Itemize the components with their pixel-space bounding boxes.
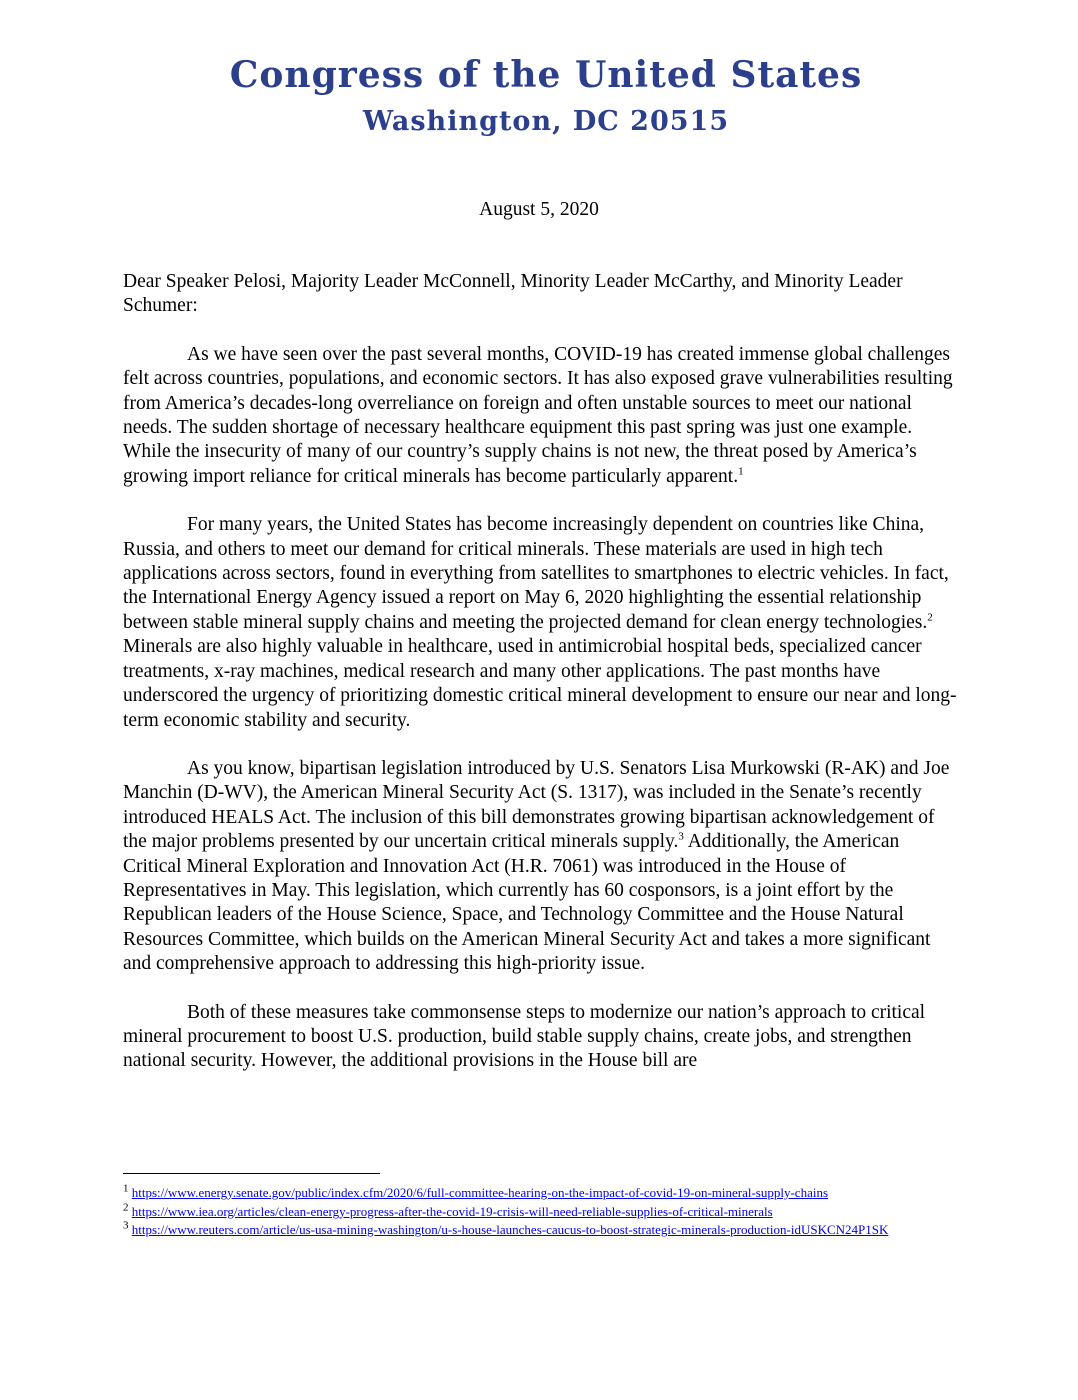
- paragraph-1-text: As we have seen over the past several months, COVID-19 has created immense global challenges felt across countries, populations, and economic sectors. It has also exposed grave vulnerabilities resulting from America’s decades-long overreliance on foreign and often unstable sources to meet our national needs. The sudden shortage of necessary healthcare equipment this past spring was just one example. While the insecurity of many of our country’s supply chains is not new, the threat posed by America’s growing import reliance for critical minerals has become particularly apparent.: [123, 343, 953, 487]
- footnote-ref-3: 3: [678, 830, 684, 843]
- footnote-mark-3: 3: [123, 1219, 129, 1232]
- letter-body: [123, 270, 961, 1098]
- footnote-ref-1: 1: [738, 465, 744, 478]
- footnote-mark-2: 2: [123, 1201, 129, 1214]
- paragraph-3: [123, 757, 961, 977]
- paragraph-2-text-b: Minerals are also highly valuable in healthcare, used in antimicrobial hospital beds, specialized cancer treatments, x-ray machines, medical research and many other applications. The past months have underscored the urgency of prioritizing domestic critical mineral development to ensure our near and long-term economic stability and security.: [123, 636, 957, 731]
- footnote-2: [123, 1203, 963, 1222]
- paragraph-3-text-a: As you know, bipartisan legislation introduced by U.S. Senators Lisa Murkowski (R-AK) and Joe Manchin (D-WV), the American Mineral Security Act (S. 1317), was included in the Senate’s recently introduced HEALS Act. The inclusion of this bill demonstrates growing bipartisan acknowledgement of the major problems presented by our uncertain critical minerals supply.: [123, 757, 950, 853]
- paragraph-2-text-a: For many years, the United States has become increasingly dependent on countries like China, Russia, and others to meet our demand for critical minerals. These materials are used in high tech applications across sectors, found in everything from satellites to smartphones to electric vehicles. In fact, the International Energy Agency issued a report on May 6, 2020 highlighting the essential relationship between stable mineral supply chains and meeting the projected demand for clean energy technologies.: [123, 514, 949, 633]
- paragraph-4: [123, 1001, 961, 1074]
- paragraph-1: [123, 343, 961, 489]
- salutation: Dear Speaker Pelosi, Majority Leader McConnell, Minority Leader McCarthy, and Minority Leader Schumer:: [123, 271, 903, 317]
- letterhead-address: Washington, DC 20515: [362, 106, 730, 137]
- letterhead: [0, 52, 1078, 140]
- footnote-1: [123, 1184, 963, 1203]
- footnote-link-3[interactable]: https://www.reuters.com/article/us-usa-mining-washington/u-s-house-launches-caucus-to-boost-strategic-minerals-production-idUSKCN24P1SK: [131, 1222, 889, 1237]
- letterhead-title: Congress of the United States: [229, 54, 863, 96]
- paragraph-3-text-b: Additionally, the American Critical Mineral Exploration and Innovation Act (H.R. 7061) was introduced in the House of Representatives in May. This legislation, which currently has 60 cosponsors, is a joint effort by the Republican leaders of the House Science, Space, and Technology Committee and the House Natural Resources Committee, which builds on the American Mineral Security Act and takes a more significant and comprehensive approach to addressing this high-priority issue.: [123, 831, 931, 975]
- footnotes: [123, 1184, 963, 1240]
- footnote-divider: [123, 1173, 380, 1174]
- footnote-3: [123, 1221, 963, 1240]
- paragraph-2: [123, 513, 961, 733]
- footnote-link-1[interactable]: https://www.energy.senate.gov/public/index.cfm/2020/6/full-committee-hearing-on-the-impact-of-covid-19-on-mineral-supply-chains: [131, 1185, 829, 1200]
- footnote-ref-2: 2: [927, 611, 933, 624]
- footnote-mark-1: 1: [123, 1182, 129, 1195]
- footnote-link-2[interactable]: https://www.iea.org/articles/clean-energy-progress-after-the-covid-19-crisis-will-need-reliable-supplies-of-critical-minerals: [131, 1203, 773, 1219]
- letter-date: August 5, 2020: [479, 199, 599, 220]
- paragraph-4-text: Both of these measures take commonsense steps to modernize our nation’s approach to critical mineral procurement to boost U.S. production, build stable supply chains, create jobs, and strengthen national security. However, the additional provisions in the House bill are: [123, 1001, 926, 1072]
